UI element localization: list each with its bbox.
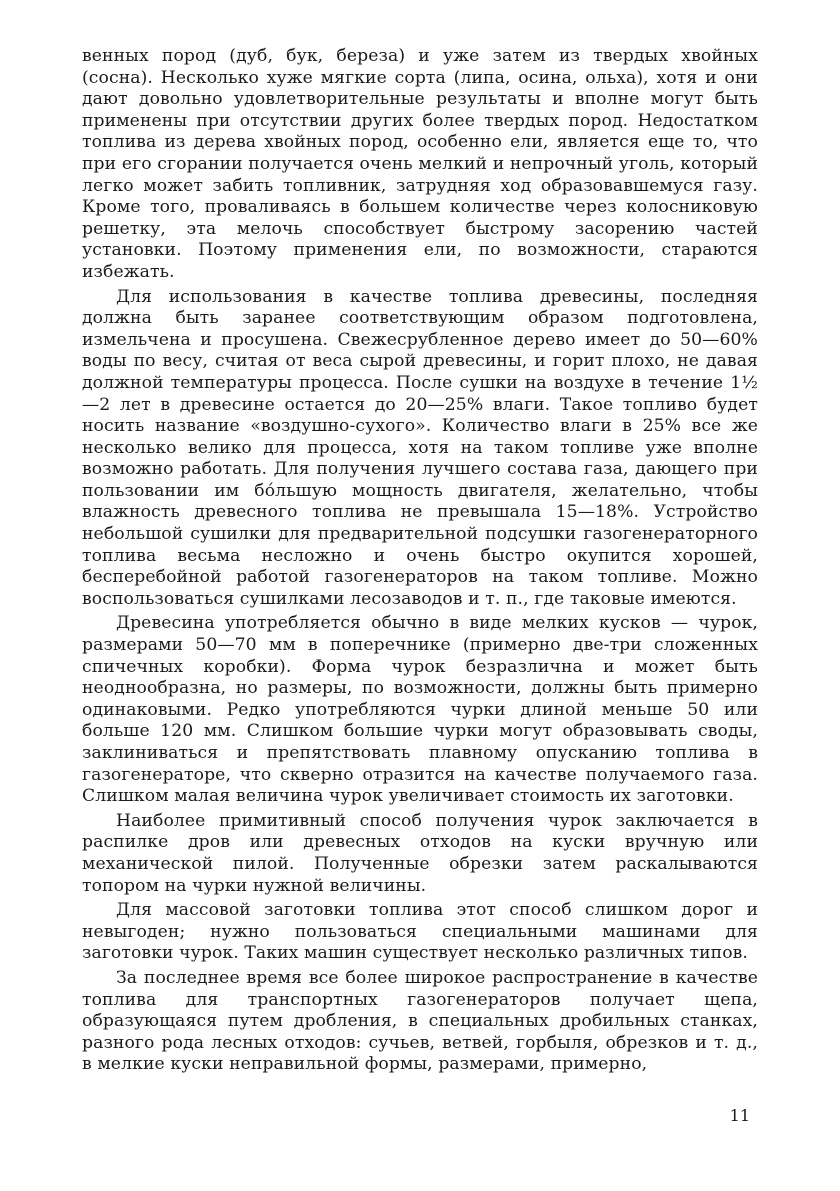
page-number: 11 [729, 1106, 750, 1125]
paragraph-wood-chunks: Древесина употребляется обычно в виде мелких кусков — чурок, размерами 50—70 мм в поперечнике (примерно две-три сложенных спичечных коробки). Форма чурок безразлична и может быть неоднообразна, но размеры, по возможности, должны быть примерно одинаковыми. Редко употребляются чурки длиной меньше 50 или больше 120 мм. Слишком большие чурки могут образовывать своды, заклиниваться и препятствовать плавному опусканию топлива в газогенераторе, что скверно отразится на качестве получаемого газа. Слишком малая величина чурок увеличивает стоимость их заготовки. [82, 613, 758, 807]
paragraph-mass-production: Для массовой заготовки топлива этот способ слишком дорог и невыгоден; нужно пользоваться специальными машинами для заготовки чурок. Таких машин существует несколько различных типов. [82, 900, 758, 964]
paragraph-fuel-preparation: Для использования в качестве топлива древесины, последняя должна быть заранее соответствующим образом подготовлена, измельчена и просушена. Свежесрубленное дерево имеет до 50—60% воды по весу, считая от веса сырой древесины, и горит плохо, не давая должной температуры процесса. После сушки на воздухе в течение 1½—2 лет в древесине остается до 20—25% влаги. Такое топливо будет носить название «воздушно-сухого». Количество влаги в 25% все же несколько велико для процесса, хотя на таком топливе уже вполне возможно работать. Для получения лучшего состава газа, дающего при пользовании им бо́льшую мощность двигателя, желательно, чтобы влажность древесного топлива не превышала 15—18%. Устройство небольшой сушилки для предварительной подсушки газогенераторного топлива весьма несложно и очень быстро окупится хорошей, бесперебойной работой газогенераторов на таком топливе. Можно воспользоваться сушилками лесозаводов и т. п., где таковые имеются. [82, 286, 758, 609]
paragraph-primitive-method: Наиболее примитивный способ получения чурок заключается в распилке дров или древесных отходов на куски вручную или механической пилой. Полученные обрезки затем раскалываются топором на чурки нужной величины. [82, 810, 758, 896]
paragraph-continuation: венных пород (дуб, бук, береза) и уже затем из твердых хвойных (сосна). Несколько хуже мягкие сорта (липа, осина, ольха), хотя и они дают довольно удовлетворительные результаты и вполне могут быть применены при отсутствии других более твердых пород. Недостатком топлива из дерева хвойных пород, особенно ели, является еще то, что при его сгорании получается очень мелкий и непрочный уголь, который легко может забить топливник, затрудняя ход образовавшемуся газу. Кроме того, проваливаясь в большем количестве через колосниковую решетку, эта мелочь способствует быстрому засорению частей установки. Поэтому применения ели, по возможности, стараются избежать. [82, 46, 758, 282]
paragraph-wood-chips: За последнее время все более широкое распространение в качестве топлива для транспортных газогенераторов получает щепа, образующаяся путем дробления, в специальных дробильных станках, разного рода лесных отходов: сучьев, ветвей, горбыля, обрезков и т. д., в мелкие куски неправильной формы, размерами, примерно, [82, 967, 758, 1075]
